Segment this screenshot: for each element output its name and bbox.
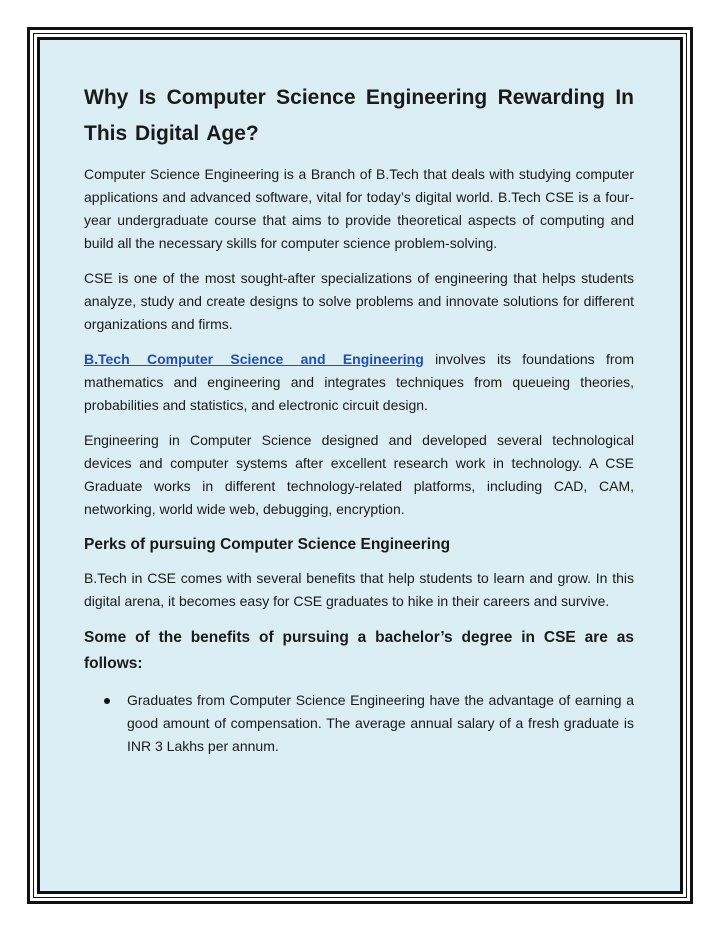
specialization-paragraph: CSE is one of the most sought-after specializations of engineering that helps students analyze, study and create designs to solve problems and innovate solutions for different organizations and firms. <box>84 270 634 332</box>
list-item <box>84 689 634 758</box>
btech-cse-link[interactable]: B.Tech Computer Science and Engineering <box>84 351 424 367</box>
perks-paragraph: B.Tech in CSE comes with several benefits that help students to learn and grow. In this digital arena, it becomes easy for CSE graduates to hike in their careers and survive. <box>84 570 634 609</box>
technology-paragraph: Engineering in Computer Science designed and developed several technological devices and computer systems after excellent research work in technology. A CSE Graduate works in different technology-related platforms, including CAD, CAM, networking, world wide web, debugging, encryption. <box>84 432 634 517</box>
link-paragraph-text: involves its foundations from mathematics and engineering and integrates techniques from queueing theories, probabilities and statistics, and electronic circuit design. <box>84 351 635 413</box>
link-paragraph <box>84 348 634 417</box>
intro-paragraph: Computer Science Engineering is a Branch of B.Tech that deals with studying computer applications and advanced software, vital for today’s digital world. B.Tech CSE is a four-year undergraduate course that aims to provide theoretical aspects of computing and build all the necessary skills for computer science problem-solving. <box>84 166 634 251</box>
document-title: Why Is Computer Science Engineering Rewarding In This Digital Age? <box>84 86 634 145</box>
document-content <box>84 80 634 758</box>
perks-heading: Perks of pursuing Computer Science Engineering <box>84 536 451 553</box>
bullet-icon <box>104 698 110 704</box>
benefits-list <box>84 689 634 758</box>
bullet-text: Graduates from Computer Science Engineering have the advantage of earning a good amount of compensation. The average annual salary of a fresh graduate is INR 3 Lakhs per annum. <box>127 692 634 754</box>
benefits-heading: Some of the benefits of pursuing a bachelor’s degree in CSE are as follows: <box>84 629 634 672</box>
